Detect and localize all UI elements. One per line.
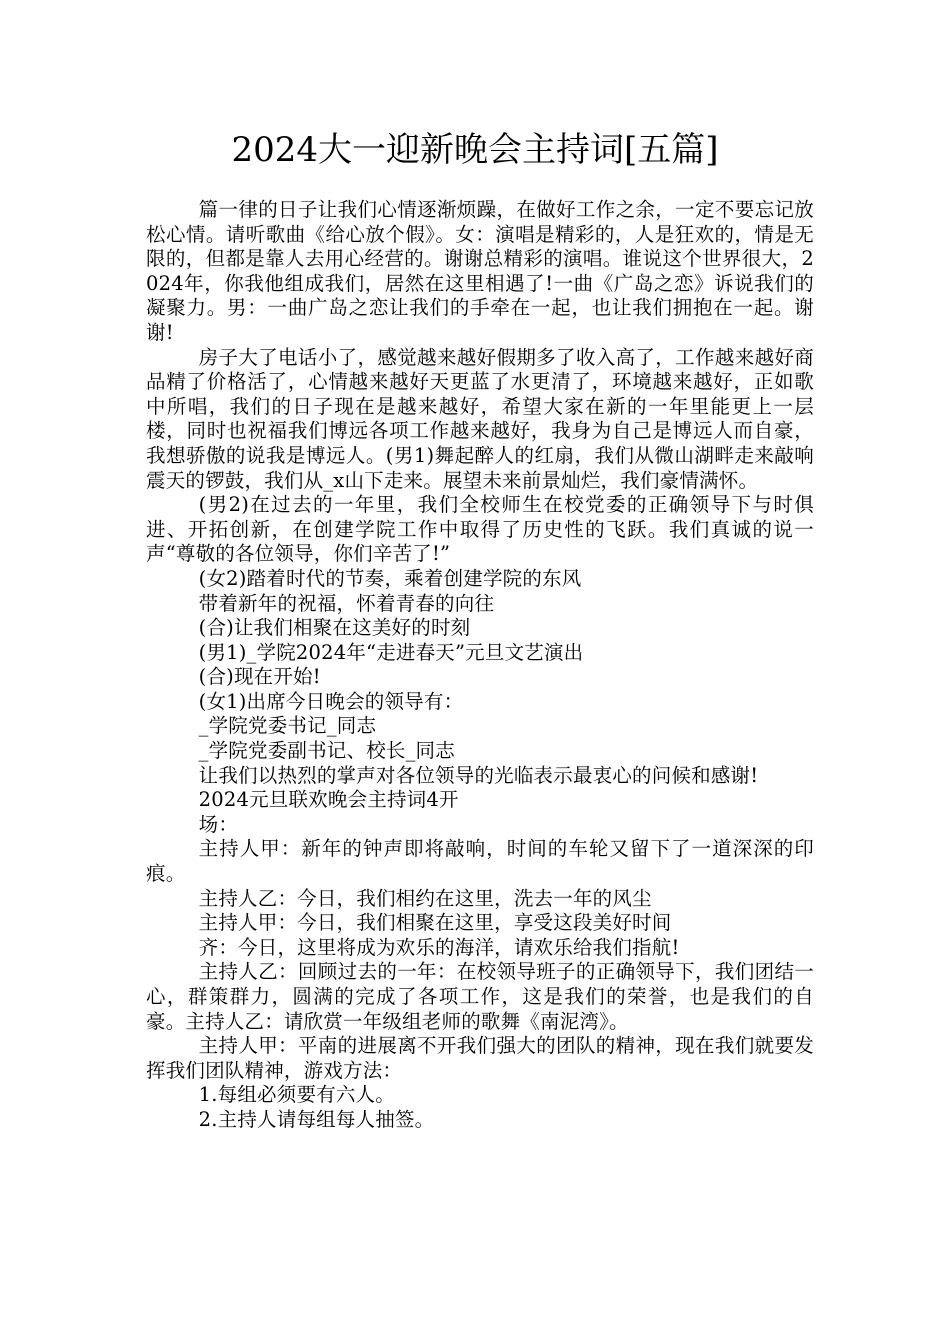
paragraph-3: (男2)在过去的一年里，我们全校师生在校党委的正确领导下与时俱进、开拓创新，在创建学院工作中取得了历史性的飞跃。我们真诚的说一声“尊敬的各位领导，你们辛苦了!” [146, 493, 814, 566]
paragraph-4: (女2)踏着时代的节奏，乘着创建学院的东风 [198, 566, 582, 590]
paragraph-15: 主持人甲：新年的钟声即将敲响，时间的车轮又留下了一道深深的印痕。 [146, 837, 814, 886]
paragraph-2: 房子大了电话小了，感觉越来越好假期多了收入高了，工作越来越好商品精了价格活了，心情越来越好天更蓝了水更清了，环境越来越好，正如歌中所唱，我们的日子现在是越来越好，希望大家在新的一年里能更上一层楼，同时也祝福我们博远各项工作越来越好，我身为自己是博远人而自豪，我想骄傲的说我是博远人。(男1)舞起醉人的红扇，我们从微山湖畔走来敲响震天的锣鼓，我们从_x山下走来。展望未来前景灿烂，我们豪情满怀。 [146, 345, 814, 492]
paragraph-13: 2024元旦联欢晚会主持词4开 [198, 788, 459, 812]
paragraph-19: 主持人乙：回顾过去的一年：在校领导班子的正确领导下，我们团结一心，群策群力，圆满的完成了各项工作，这是我们的荣誉，也是我们的自豪。主持人乙：请欣赏一年级组老师的歌舞《南泥湾》。 [146, 960, 814, 1033]
paragraph-14: 场： [198, 812, 239, 836]
paragraph-17: 主持人甲：今日，我们相聚在这里，享受这段美好时间 [198, 911, 672, 935]
paragraph-22: 2.主持人请每组每人抽签。 [198, 1107, 435, 1131]
paragraph-10: _学院党委书记_同志 [198, 714, 377, 738]
paragraph-16: 主持人乙：今日，我们相约在这里，洗去一年的风尘 [198, 886, 652, 910]
document-title: 2024大一迎新晚会主持词[五篇] [231, 130, 719, 170]
paragraph-6: (合)让我们相聚在这美好的时刻 [198, 616, 471, 640]
paragraph-8: (合)现在开始! [198, 665, 321, 689]
paragraph-12: 让我们以热烈的掌声对各位领导的光临表示最衷心的问候和感谢! [198, 763, 759, 787]
paragraph-18: 齐：今日，这里将成为欢乐的海洋，请欢乐给我们指航! [198, 935, 680, 959]
paragraph-21: 1.每组必须要有六人。 [198, 1083, 395, 1107]
paragraph-11: _学院党委副书记、校长_同志 [198, 739, 455, 763]
paragraph-5: 带着新年的祝福，怀着青春的向往 [198, 591, 495, 615]
paragraph-7: (男1)_学院2024年“走进春天”元旦文艺演出 [198, 640, 584, 664]
paragraph-9: (女1)出席今日晚会的领导有： [198, 689, 464, 713]
paragraph-1: 篇一律的日子让我们心情逐渐烦躁，在做好工作之余，一定不要忘记放松心情。请听歌曲《给心放个假》。女：演唱是精彩的，人是狂欢的，情是无限的，但都是靠人去用心经营的。谢谢总精彩的演唱。谁说这个世界很大，2024年，你我他组成我们，居然在这里相遇了!一曲《广岛之恋》诉说我们的凝聚力。男：一曲广岛之恋让我们的手牵在一起，也让我们拥抱在一起。谢谢! [146, 198, 814, 344]
document-body [146, 198, 814, 1133]
paragraph-20: 主持人甲：平南的进展离不开我们强大的团队的精神，现在我们就要发挥我们团队精神，游戏方法： [146, 1034, 814, 1082]
